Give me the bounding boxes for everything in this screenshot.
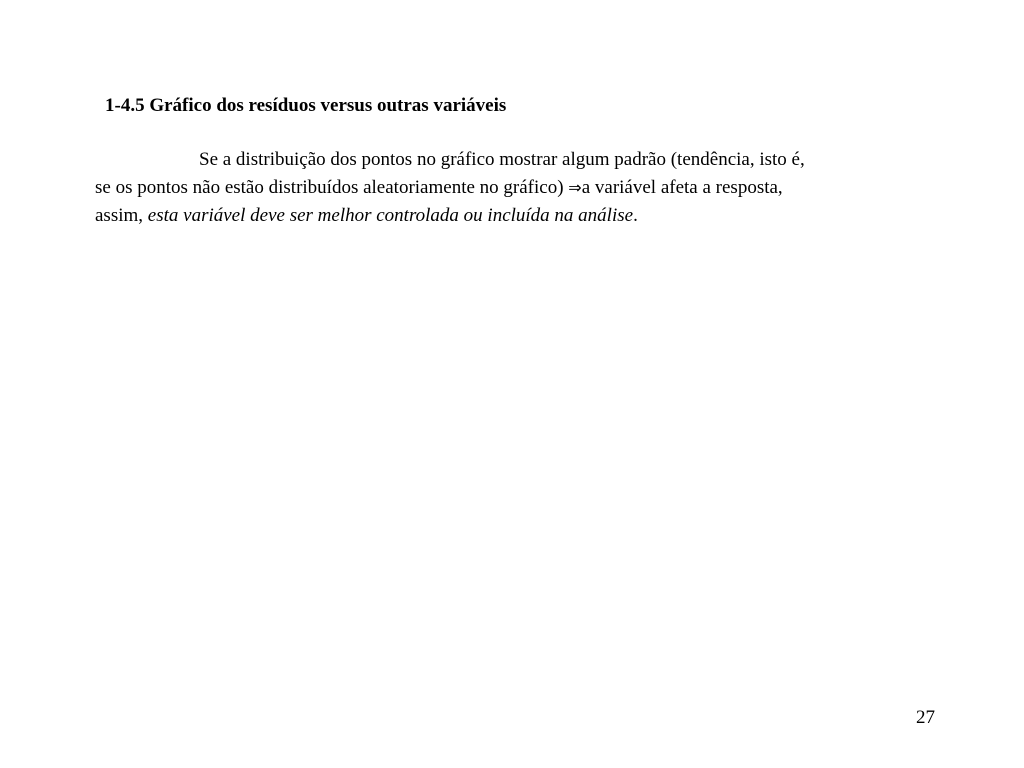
section-heading: 1-4.5 Gráfico dos resíduos versus outras variáveis <box>105 95 507 116</box>
page-number: 27 <box>916 707 935 728</box>
implies-arrow-icon: ⇒ <box>568 178 582 197</box>
line-2-text-after-arrow: a variável afeta a resposta, <box>581 177 783 198</box>
line-3-end-text: . <box>633 205 638 226</box>
paragraph-line-3 <box>95 202 935 230</box>
body-paragraph <box>95 146 935 230</box>
emphasized-conclusion: esta variável deve ser melhor controlada ou incluída na análise <box>147 205 634 226</box>
line-3-lead-text: assim, <box>95 205 148 226</box>
paragraph-line-1: Se a distribuição dos pontos no gráfico mostrar algum padrão (tendência, isto é, <box>199 149 805 170</box>
paragraph-line-2 <box>95 174 935 202</box>
line-2-text-before-arrow: se os pontos não estão distribuídos aleatoriamente no gráfico) <box>95 177 569 198</box>
